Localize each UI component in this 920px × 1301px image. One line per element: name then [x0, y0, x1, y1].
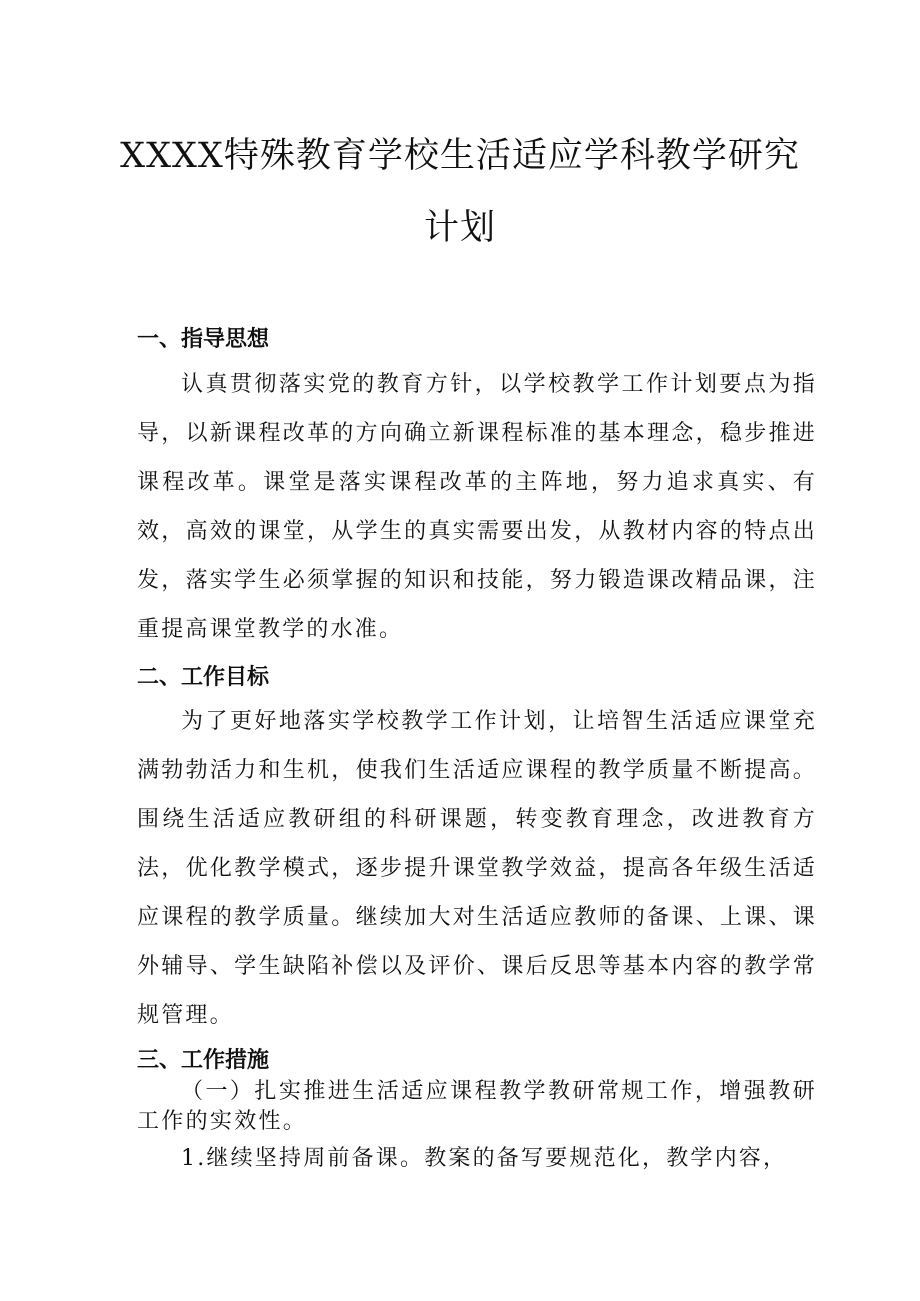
section-paragraph-guiding-ideology: 认真贯彻落实党的教育方针，以学校教学工作计划要点为指导，以新课程改革的方向确立新课程标准的基本理念，稳步推进课程改革。课堂是落实课程改革的主阵地，努力追求真实、有效，高效的课堂，从学生的真实需要出发，从教材内容的特点出发，落实学生必须掌握的知识和技能，努力锻造课改精品课，注重提高课堂教学的水准。: [137, 372, 817, 642]
section-heading-work-measures: 三、工作措施: [137, 1048, 270, 1073]
section-heading-guiding-ideology: 一、指导思想: [137, 327, 270, 352]
list-item-1: 1.继续坚持周前备课。教案的备写要规范化，教学内容，: [181, 1146, 788, 1171]
section-paragraph-work-goals: 为了更好地落实学校教学工作计划，让培智生活适应课堂充满勃勃活力和生机，使我们生活适应课程的教学质量不断提高。围绕生活适应教研组的科研课题，转变教育理念，改进教育方法，优化教学模式，逐步提升课堂教学效益，提高各年级生活适应课程的教学质量。继续加大对生活适应教师的备课、上课、课外辅导、学生缺陷补偿以及评价、课后反思等基本内容的教学常规管理。: [137, 709, 817, 1028]
subsection-heading-routine-work: （一）扎实推进生活适应课程教学教研常规工作，增强教研工作的实效性。: [137, 1079, 817, 1134]
section-heading-work-goals: 二、工作目标: [137, 665, 270, 690]
document-title-line-2: 计划: [423, 208, 496, 248]
document-title-line-1: XXXX特殊教育学校生活适应学科教学研究: [120, 136, 800, 176]
